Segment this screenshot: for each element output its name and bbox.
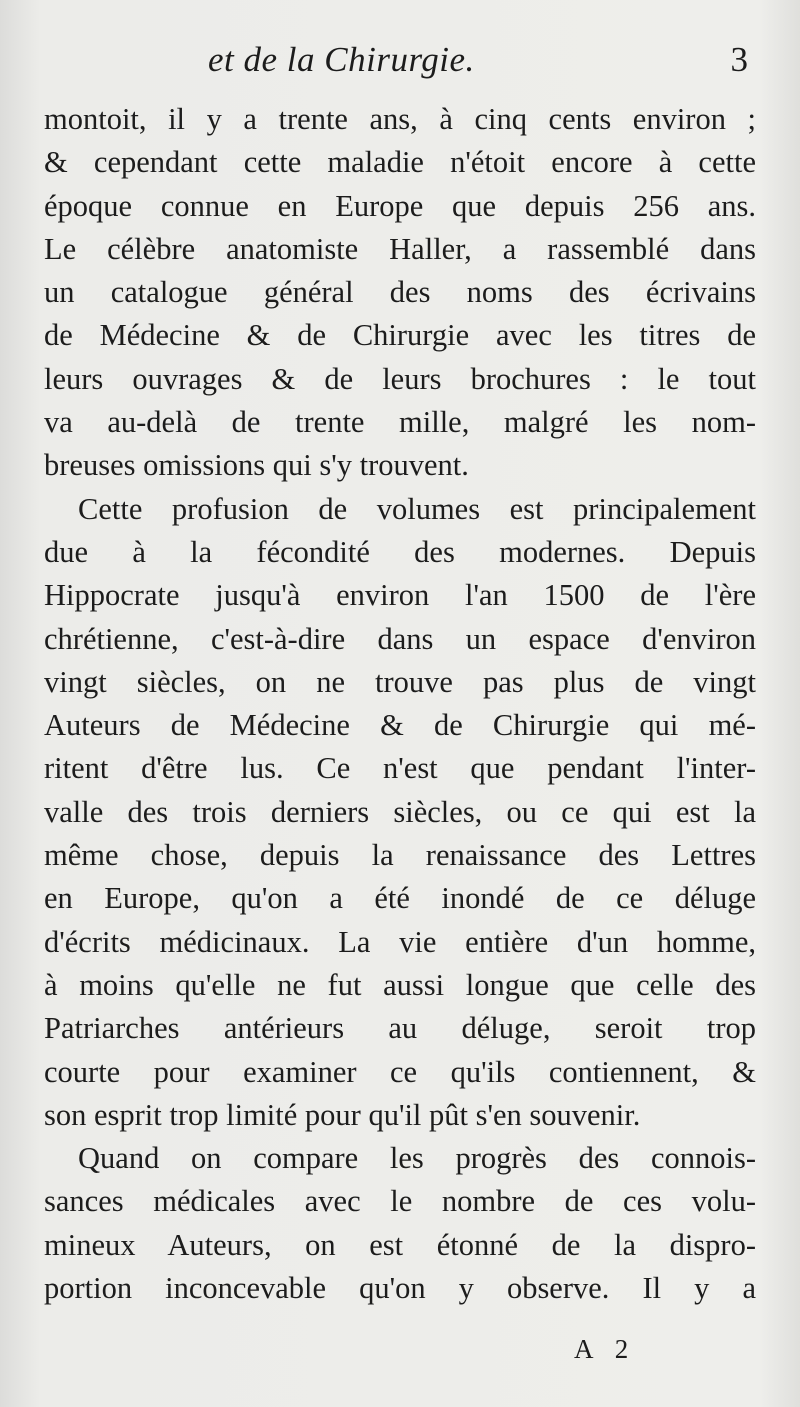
page-number: 3 [730, 40, 748, 79]
running-head [0, 40, 800, 90]
text-line: va au-delà de trente mille, malgré les nom- [44, 405, 756, 440]
text-line: ritent d'être lus. Ce n'est que pendant l'inter- [44, 751, 756, 786]
text-line: portion inconcevable qu'on y observe. Il y a [44, 1271, 756, 1306]
paragraph-end-line: son esprit trop limité pour qu'il pût s'en souvenir. [44, 1097, 641, 1132]
paragraph-end-line: breuses omissions qui s'y trouvent. [44, 448, 469, 483]
text-line: Hippocrate jusqu'à environ l'an 1500 de l'ère [44, 578, 756, 613]
text-line: valle des trois derniers siècles, ou ce qui est la [44, 794, 756, 829]
text-line: époque connue en Europe que depuis 256 ans. [44, 188, 756, 223]
text-line: due à la fécondité des modernes. Depuis [44, 534, 756, 569]
text-line: montoit, il y a trente ans, à cinq cents environ ; [44, 102, 756, 136]
running-title: et de la Chirurgie. [208, 40, 475, 79]
text-line: leurs ouvrages & de leurs brochures : le tout [44, 361, 756, 396]
text-line: courte pour examiner ce qu'ils contiennent, & [44, 1054, 756, 1089]
text-line: à moins qu'elle ne fut aussi longue que celle des [44, 967, 756, 1002]
text-line: de Médecine & de Chirurgie avec les titres de [44, 318, 756, 353]
text-line: Auteurs de Médecine & de Chirurgie qui mé- [44, 708, 756, 743]
text-line: en Europe, qu'on a été inondé de ce déluge [44, 881, 756, 916]
signature-mark: A 2 [574, 1334, 637, 1364]
body-text [44, 98, 756, 1310]
text-line: même chose, depuis la renaissance des Lettres [44, 838, 756, 873]
text-line: & cependant cette maladie n'étoit encore à cette [44, 145, 756, 180]
text-line: mineux Auteurs, on est étonné de la dispro- [44, 1227, 756, 1262]
paragraph-start-line: Cette profusion de volumes est principalement [78, 491, 756, 526]
text-line: chrétienne, c'est-à-dire dans un espace d'environ [44, 621, 756, 656]
text-line: sances médicales avec le nombre de ces volu- [44, 1184, 756, 1219]
text-line: d'écrits médicinaux. La vie entière d'un homme, [44, 924, 756, 959]
paragraph-start-line: Quand on compare les progrès des connois- [78, 1141, 756, 1176]
text-line: Le célèbre anatomiste Haller, a rassemblé dans [44, 231, 756, 266]
text-line: vingt siècles, on ne trouve pas plus de vingt [44, 664, 756, 699]
text-line: Patriarches antérieurs au déluge, seroit trop [44, 1011, 756, 1046]
text-line: un catalogue général des noms des écrivains [44, 275, 756, 310]
